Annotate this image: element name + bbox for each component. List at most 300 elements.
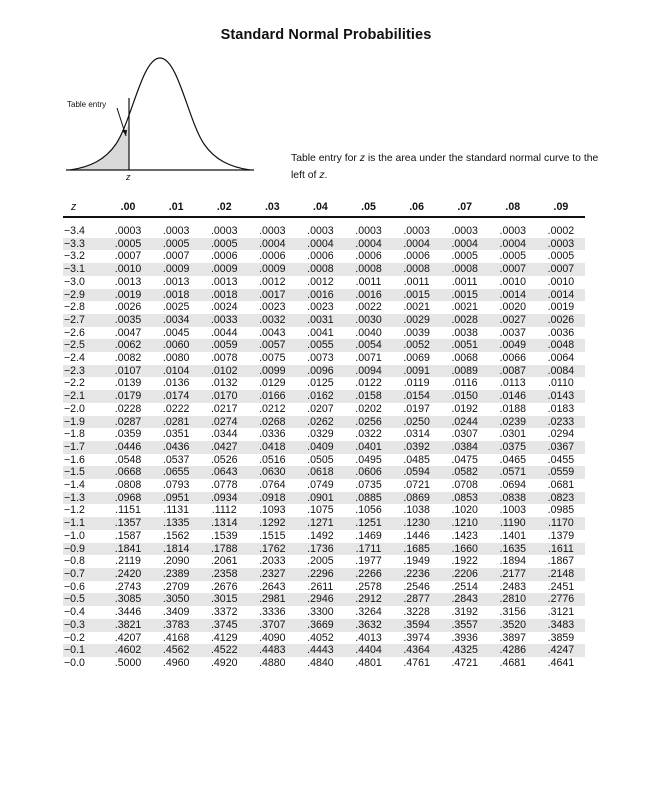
probability-cell: .0606 [344,466,392,479]
probability-cell: .0250 [393,416,441,429]
probability-cell: .0262 [296,416,344,429]
table-row [63,454,585,467]
probability-cell: .0003 [114,225,142,237]
probability-cell: .0026 [114,301,142,314]
probability-cell: .0418 [248,441,296,454]
probability-cell: .3974 [403,631,430,644]
probability-cell: .1131 [163,504,189,517]
probability-cell: .2236 [393,568,441,581]
table-row [63,263,585,276]
probability-cell: .1492 [307,529,334,542]
probability-cell: .4721 [451,656,478,669]
probability-cell: .0004 [489,238,537,251]
probability-cell: .3594 [393,619,441,632]
probability-cell: .0222 [162,402,190,415]
probability-cell: .2296 [296,568,344,581]
probability-cell: .0274 [200,416,248,429]
table-row [63,581,585,594]
column-header: .06 [393,196,441,217]
probability-cell: .0016 [296,289,344,302]
z-value: −2.3 [63,365,104,378]
probability-cell: .0329 [307,428,334,441]
probability-cell: .3409 [162,606,190,619]
probability-cell: .1762 [248,543,296,556]
probability-cell: .0853 [441,492,489,505]
column-header: .03 [248,196,296,217]
probability-cell: .0052 [393,339,441,352]
probability-cell: .0951 [152,492,200,505]
probability-cell: .0202 [355,402,382,415]
probability-cell: .0125 [307,377,334,390]
probability-cell: .0019 [104,289,152,302]
probability-cell: .0281 [152,416,200,429]
probability-cell: .1112 [211,504,237,517]
probability-cell: .0162 [296,390,344,403]
probability-cell: .4013 [355,631,382,644]
probability-cell: .0084 [537,365,585,378]
probability-cell: .0047 [114,326,142,339]
z-value: −0.3 [63,619,104,632]
probability-cell: .0869 [393,492,441,505]
probability-cell: .0006 [210,250,238,263]
probability-cell: .2546 [403,580,430,593]
probability-cell: .0643 [200,466,248,479]
probability-cell: .1562 [162,529,190,542]
probability-cell: .0778 [210,479,238,492]
probability-cell: .1003 [499,504,527,517]
probability-cell: .0013 [162,275,190,288]
probability-cell: .4364 [393,644,441,657]
z-value: −1.7 [63,441,104,454]
table-row [63,339,585,352]
probability-cell: .3669 [296,619,344,632]
probability-cell: .0207 [307,402,334,415]
probability-cell: .2946 [296,593,344,606]
table-row [63,593,585,606]
probability-cell: .1251 [344,517,392,530]
probability-cell: .2033 [259,555,286,568]
probability-cell: .0375 [489,441,537,454]
probability-cell: .0344 [210,428,238,441]
probability-cell: .0011 [451,275,478,288]
z-value: −1.6 [64,453,85,466]
probability-cell: .0004 [344,238,392,251]
probability-cell: .0003 [210,225,238,237]
probability-cell: .0025 [162,301,190,314]
probability-cell: .2912 [344,593,392,606]
probability-cell: .1469 [355,529,382,542]
probability-cell: .0005 [200,238,248,251]
table-row [63,403,585,416]
probability-cell: .4522 [200,644,248,657]
probability-cell: .0571 [489,466,537,479]
probability-cell: .0091 [393,365,441,378]
probability-cell: .0039 [403,326,430,339]
z-value: −1.1 [63,517,104,530]
probability-cell: .0505 [307,453,334,466]
probability-cell: .1401 [499,529,527,542]
caption-end: . [324,170,328,181]
probability-cell: .0051 [441,339,489,352]
probability-cell: .0012 [259,275,286,288]
table-row [63,657,585,670]
probability-cell: .0080 [162,352,190,365]
probability-cell: .0885 [344,492,392,505]
z-value: −0.1 [63,644,104,657]
probability-cell: .3936 [451,631,478,644]
probability-cell: .4247 [537,644,585,657]
probability-cell: .0068 [451,352,478,365]
probability-cell: .2327 [248,568,296,581]
probability-cell: .0294 [547,428,575,441]
probability-cell: .0030 [344,314,392,327]
probability-cell: .0048 [537,339,585,352]
probability-cell: .2451 [547,580,575,593]
probability-cell: .0793 [162,479,190,492]
probability-cell: .0026 [537,314,585,327]
z-value: −1.8 [64,428,85,441]
table-row [63,289,585,302]
table-row [63,327,585,340]
probability-cell: .0192 [451,402,478,415]
probability-cell: .1635 [489,543,537,556]
header-row [63,196,585,217]
probability-cell: .0256 [344,416,392,429]
probability-cell: .1711 [344,543,392,556]
probability-cell: .1271 [296,517,344,530]
probability-cell: .0003 [499,225,527,237]
probability-cell: .3050 [152,593,200,606]
probability-cell: .0143 [537,390,585,403]
probability-cell: .3264 [355,606,382,619]
probability-cell: .0003 [537,238,585,251]
probability-cell: .0005 [547,250,575,263]
probability-cell: .0968 [104,492,152,505]
probability-cell: .0985 [547,504,575,517]
probability-cell: .0010 [104,263,152,276]
probability-cell: .0838 [489,492,537,505]
caption-z: z [359,153,365,164]
shaded-area [70,124,129,170]
probability-cell: .0029 [393,314,441,327]
probability-cell: .0764 [259,479,286,492]
probability-cell: .0307 [451,428,478,441]
probability-cell: .0015 [393,289,441,302]
probability-cell: .4880 [259,656,286,669]
probability-cell: .2514 [451,580,478,593]
probability-cell: .3783 [152,619,200,632]
normal-curve [70,58,250,170]
table-row [63,543,585,556]
probability-cell: .2810 [489,593,537,606]
probability-cell: .1151 [115,504,141,517]
table-row [63,492,585,505]
probability-cell: .0005 [451,250,478,263]
table-row [63,250,585,263]
probability-cell: .4325 [441,644,489,657]
probability-cell: .0006 [259,250,286,263]
probability-cell: .0582 [441,466,489,479]
z-value: −2.2 [64,377,85,390]
probability-cell: .4761 [403,656,430,669]
probability-cell: .2090 [162,555,190,568]
probability-cell: .0526 [210,453,238,466]
probability-cell: .4207 [114,631,142,644]
probability-cell: .2061 [210,555,238,568]
probability-cell: .0014 [537,289,585,302]
probability-cell: .1075 [307,504,334,517]
probability-cell: .3228 [403,606,430,619]
probability-cell: .0314 [403,428,430,441]
probability-cell: .0054 [344,339,392,352]
probability-cell: .0059 [200,339,248,352]
table-row [63,555,585,568]
probability-cell: .0244 [441,416,489,429]
probability-cell: .2177 [489,568,537,581]
probability-cell: .1379 [547,529,575,542]
probability-cell: .0694 [499,479,527,492]
probability-cell: .0436 [152,441,200,454]
probability-cell: .0040 [355,326,382,339]
probability-cell: .0021 [451,301,478,314]
probability-cell: .2119 [115,555,141,568]
probability-cell: .0268 [248,416,296,429]
probability-cell: .0045 [162,326,190,339]
probability-cell: .0004 [441,238,489,251]
table-row [63,606,585,619]
probability-cell: .0116 [451,377,478,390]
probability-cell: .0049 [489,339,537,352]
probability-cell: .0023 [259,301,286,314]
probability-cell: .3085 [104,593,152,606]
probability-cell: .0934 [200,492,248,505]
table-row [63,479,585,492]
probability-cell: .0011 [403,275,430,288]
probability-cell: .3520 [489,619,537,632]
probability-cell: .2877 [393,593,441,606]
table-row [63,276,585,289]
z-value: −2.1 [63,390,104,403]
probability-cell: .2206 [441,568,489,581]
probability-cell: .0078 [210,352,238,365]
probability-cell: .0003 [259,225,286,237]
table-row [63,466,585,479]
probability-cell: .1515 [259,529,286,542]
probability-cell: .0003 [403,225,430,237]
table-row [63,377,585,390]
table-row [63,530,585,543]
probability-cell: .0073 [307,352,334,365]
caption-text-1: Table entry for [291,153,360,164]
z-value: −1.2 [64,504,85,517]
probability-cell: .0057 [248,339,296,352]
probability-cell: .0107 [104,365,152,378]
probability-cell: .2611 [307,580,334,593]
probability-cell: .2005 [307,555,334,568]
probability-cell: .3121 [547,606,575,619]
table-row [63,217,585,238]
probability-cell: .0036 [547,326,575,339]
probability-cell: .0559 [537,466,585,479]
probability-cell: .0122 [355,377,382,390]
z-value: −0.6 [64,580,85,593]
probability-cell: .0618 [296,466,344,479]
probability-cell: .0681 [547,479,575,492]
probability-cell: .1210 [441,517,489,530]
probability-cell: .1949 [403,555,430,568]
probability-cell: .2266 [344,568,392,581]
table-row [63,314,585,327]
probability-cell: .0004 [296,238,344,251]
probability-cell: .2578 [355,580,382,593]
table-row [63,504,585,517]
probability-cell: .2743 [114,580,142,593]
table-row [63,619,585,632]
z-value: −1.0 [64,529,85,542]
probability-cell: .2148 [537,568,585,581]
probability-cell: .1788 [200,543,248,556]
probability-cell: .0002 [547,225,575,237]
table-row [63,441,585,454]
probability-cell: .0212 [259,402,286,415]
probability-cell: .3821 [104,619,152,632]
probability-cell: .3372 [210,606,238,619]
z-value: −0.9 [63,543,104,556]
probability-cell: .0228 [114,402,142,415]
probability-cell: .3192 [451,606,478,619]
probability-cell: .0007 [114,250,142,263]
probability-cell: .1292 [248,517,296,530]
probability-cell: .0017 [248,289,296,302]
probability-cell: .0188 [499,402,527,415]
probability-cell: .0062 [104,339,152,352]
probability-cell: .4960 [162,656,190,669]
probability-cell: .1977 [355,555,382,568]
probability-cell: .3707 [248,619,296,632]
probability-cell: .1190 [489,517,537,530]
probability-cell: .0401 [344,441,392,454]
probability-cell: .0239 [489,416,537,429]
probability-cell: .2981 [248,593,296,606]
probability-cell: .4801 [355,656,382,669]
probability-cell: .0012 [307,275,334,288]
probability-cell: .0010 [547,275,575,288]
probability-cell: .1894 [499,555,527,568]
probability-cell: .0179 [104,390,152,403]
probability-cell: .0132 [210,377,238,390]
probability-cell: .0455 [547,453,575,466]
probability-cell: .0011 [355,275,382,288]
probability-cell: .1685 [393,543,441,556]
probability-cell: .3632 [344,619,392,632]
probability-cell: .0027 [489,314,537,327]
probability-cell: .0158 [344,390,392,403]
probability-cell: .0005 [499,250,527,263]
z-table [63,196,585,670]
probability-cell: .0015 [441,289,489,302]
caption [291,150,601,184]
probability-cell: .0233 [537,416,585,429]
probability-cell: .0197 [403,402,430,415]
probability-cell: .2843 [441,593,489,606]
probability-cell: .0006 [355,250,382,263]
probability-cell: .0022 [355,301,382,314]
probability-cell: .0006 [403,250,430,263]
probability-cell: .0043 [259,326,286,339]
probability-cell: .1922 [451,555,478,568]
probability-cell: .0009 [200,263,248,276]
probability-cell: .0007 [537,263,585,276]
probability-cell: .2676 [210,580,238,593]
z-value: −0.0 [64,656,85,669]
probability-cell: .3745 [200,619,248,632]
probability-cell: .2709 [162,580,190,593]
probability-cell: .0087 [489,365,537,378]
table-entry-label: Table entry [67,100,107,109]
probability-cell: .0154 [393,390,441,403]
probability-cell: .0055 [296,339,344,352]
table-body [63,217,585,670]
probability-cell: .0094 [344,365,392,378]
probability-cell: .0367 [537,441,585,454]
probability-cell: .0129 [259,377,286,390]
probability-cell: .1020 [451,504,478,517]
probability-cell: .4920 [210,656,238,669]
probability-cell: .1611 [537,543,585,556]
probability-cell: .0475 [451,453,478,466]
probability-cell: .0336 [259,428,286,441]
probability-cell: .3557 [441,619,489,632]
probability-cell: .0301 [499,428,527,441]
probability-cell: .0099 [248,365,296,378]
probability-cell: .0035 [104,314,152,327]
probability-cell: .0322 [355,428,382,441]
probability-cell: .0089 [441,365,489,378]
probability-cell: .4052 [307,631,334,644]
z-value: −2.9 [63,289,104,302]
z-value: −2.8 [64,301,85,314]
probability-cell: .0146 [489,390,537,403]
probability-cell: .0018 [152,289,200,302]
probability-cell: .0004 [393,238,441,251]
z-value: −3.2 [64,250,85,263]
probability-cell: .2643 [259,580,286,593]
probability-cell: .0033 [200,314,248,327]
probability-cell: .0006 [307,250,334,263]
probability-cell: .4562 [152,644,200,657]
probability-cell: .0537 [162,453,190,466]
probability-cell: .0166 [248,390,296,403]
probability-cell: .3156 [499,606,527,619]
probability-cell: .0735 [355,479,382,492]
caption-z-2: z [319,170,325,181]
probability-cell: .0446 [104,441,152,454]
probability-cell: .1314 [200,517,248,530]
table-row [63,301,585,314]
probability-cell: .0102 [200,365,248,378]
probability-cell: .4129 [210,631,238,644]
probability-cell: .0069 [403,352,430,365]
probability-cell: .0427 [200,441,248,454]
z-value: −3.0 [64,275,85,288]
probability-cell: .0071 [355,352,382,365]
probability-cell: .0075 [259,352,286,365]
probability-cell: .0019 [547,301,575,314]
probability-cell: .0668 [104,466,152,479]
probability-cell: .0020 [499,301,527,314]
probability-cell: .0008 [441,263,489,276]
probability-cell: .0096 [296,365,344,378]
